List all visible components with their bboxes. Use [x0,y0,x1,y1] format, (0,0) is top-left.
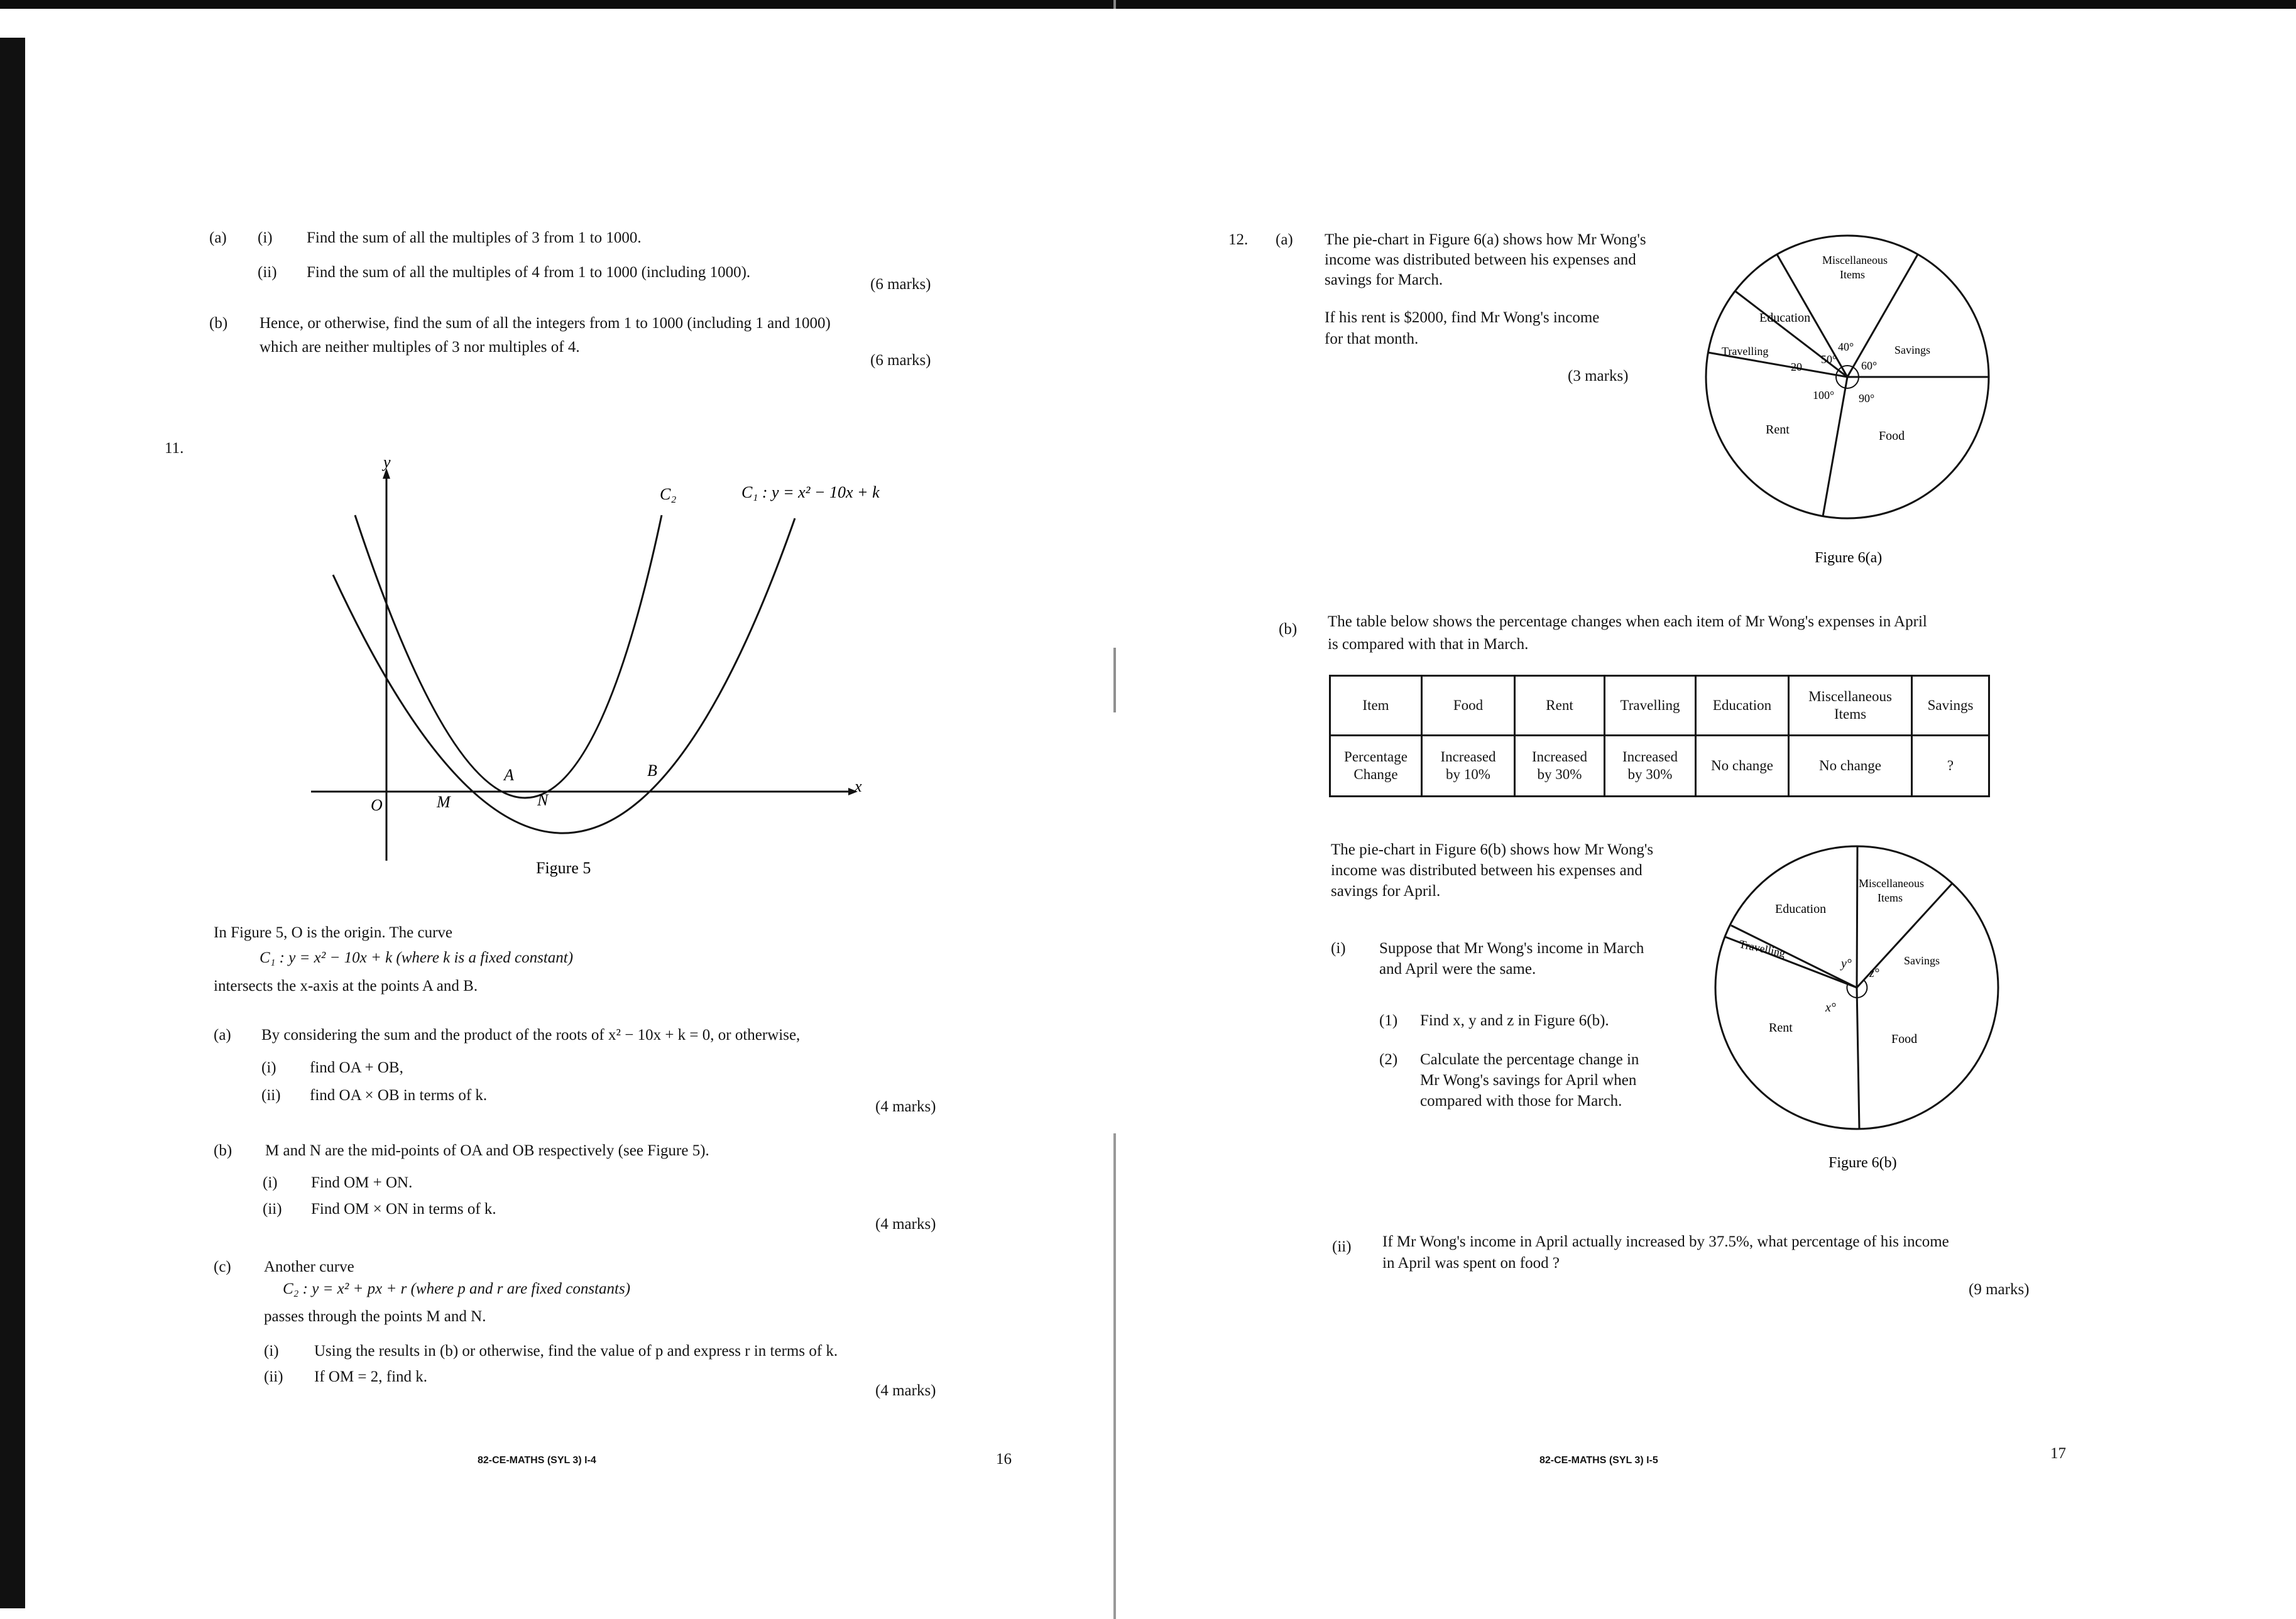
q10b-marks: (6 marks) [870,352,931,369]
pie-a-label-savings: Savings [1894,344,1931,356]
q11c-ii-text: If OM = 2, find k. [314,1368,428,1385]
table-header-cell: Education [1696,676,1789,736]
figure-5-caption: Figure 5 [536,859,591,877]
pie-b-label-rent: Rent [1769,1021,1793,1035]
q12-number: 12. [1228,231,1249,248]
q11b-text: M and N are the mid-points of OA and OB respectively (see Figure 5). [265,1142,709,1159]
q11c-text: Another curve [264,1258,354,1275]
table-header-cell: Item [1330,676,1422,736]
q12a-line2: income was distributed between his expenses and [1325,251,1636,268]
table-header-cell: Food [1422,676,1515,736]
table-cell: Increased by 30% [1515,736,1605,797]
q10a-ii-text: Find the sum of all the multiples of 4 from 1 to 1000 (including 1000). [307,264,751,281]
pie-a-label-rent: Rent [1766,423,1790,437]
pie-a-angle-100: 100° [1813,389,1835,401]
table-header-row [1330,676,1989,736]
pie-a-angle-60: 60° [1861,359,1878,372]
q10b-line1: Hence, or otherwise, find the sum of all the integers from 1 to 1000 (including 1 and 1000) [260,315,831,332]
q11c-ii-num: (ii) [264,1368,283,1385]
pie-b-angle-x: x° [1825,1001,1836,1015]
q11-intro-2: C₁ : y = x² − 10x + k (where k is a fixed constant) [260,949,574,966]
table-header-cell: Rent [1515,676,1605,736]
pie-b-angle-z: z° [1869,966,1879,980]
q12a-label: (a) [1276,231,1293,248]
point-n-label: N [537,791,549,809]
q11a-label: (a) [214,1027,231,1044]
q11a-marks: (4 marks) [875,1098,936,1115]
q12b-line1: The table below shows the percentage changes when each item of Mr Wong's expenses in April [1328,613,1927,630]
pie-a-label-misc2: Items [1840,268,1865,281]
q11b-marks: (4 marks) [875,1216,936,1233]
q12b-line2: is compared with that in March. [1328,636,1529,653]
pie-b-label-savings: Savings [1904,954,1940,967]
pie-b-angle-y: y° [1841,957,1852,971]
q12b-i1-text: Find x, y and z in Figure 6(b). [1420,1012,1609,1029]
q12b-ii-num: (ii) [1332,1238,1352,1255]
q12b-i2-line2: Mr Wong's savings for April when [1420,1072,1637,1089]
pie-b-label-misc2: Items [1878,891,1903,904]
c2-label: C₂ [660,485,677,503]
pie-a-label-travelling: Travelling [1722,345,1769,357]
q12b-ii-line1: If Mr Wong's income in April actually increased by 37.5%, what percentage of his income [1382,1233,1949,1250]
pie-a-label-education: Education [1759,311,1811,325]
pie-b-label-travelling: Travelling [1738,937,1787,960]
table-cell: ? [1912,736,1989,797]
q11b-ii-num: (ii) [263,1201,282,1218]
pie-b-divider [1731,925,1857,988]
q11c-pass: passes through the points M and N. [264,1308,486,1325]
q12a-marks: (3 marks) [1568,368,1629,384]
table-header-cell: Miscellaneous Items [1789,676,1912,736]
left-footer-code: 82-CE-MATHS (SYL 3) I-4 [478,1455,596,1466]
table-cell: No change [1789,736,1912,797]
scan-top-border [0,0,2296,9]
pie-a-angle-90: 90° [1859,392,1875,405]
pie-b-label-food: Food [1891,1032,1918,1046]
q10a-i-text: Find the sum of all the multiples of 3 from 1 to 1000. [307,229,642,246]
q12a-line5: for that month. [1325,330,1419,347]
q10a-marks: (6 marks) [870,276,931,293]
figure-5-graph [295,453,949,886]
q11a-text: By considering the sum and the product of the roots of x² − 10x + k = 0, or otherwise, [261,1027,801,1044]
origin-label: O [371,796,383,814]
q10a-i-num: (i) [258,229,273,246]
q11-number: 11. [165,440,184,457]
q11c-curve: C₂ : y = x² + px + r (where p and r are fixed constants) [283,1280,631,1297]
point-b-label: B [647,761,657,780]
q12b-i-line1: Suppose that Mr Wong's income in March [1379,940,1644,957]
q12b-marks: (9 marks) [1969,1281,2030,1298]
pie-b-divider [1857,988,1859,1129]
c1-label: C₁ : y = x² − 10x + k [741,483,880,501]
figure-6a-caption: Figure 6(a) [1815,550,1883,566]
q10b-label: (b) [209,315,228,332]
q11c-i-text: Using the results in (b) or otherwise, find the value of p and express r in terms of k. [314,1343,838,1360]
q10a-label: (a) [209,229,227,246]
q11c-marks: (4 marks) [875,1382,936,1399]
q11a-ii-num: (ii) [261,1087,281,1104]
q12a-line1: The pie-chart in Figure 6(a) shows how Mr Wong's [1325,231,1646,248]
q11a-i-num: (i) [261,1059,276,1076]
q12a-line4: If his rent is $2000, find Mr Wong's income [1325,309,1600,326]
q11c-label: (c) [214,1258,231,1275]
q12b-i-num: (i) [1331,940,1346,957]
table-cell: Increased by 30% [1605,736,1696,797]
scan-left-border [0,38,25,1608]
q11b-ii-text: Find OM × ON in terms of k. [311,1201,496,1218]
figure-6b-caption: Figure 6(b) [1829,1155,1897,1171]
table-row-label: Percentage Change [1330,736,1422,797]
point-m-label: M [437,793,451,811]
q12b-i2-line1: Calculate the percentage change in [1420,1051,1639,1068]
q12b-label: (b) [1279,621,1298,638]
q11-intro-1: In Figure 5, O is the origin. The curve [214,924,453,941]
table-cell: Increased by 10% [1422,736,1515,797]
q10a-ii-num: (ii) [258,264,277,281]
table-header-cell: Travelling [1605,676,1696,736]
curve-c1 [333,518,795,833]
q11c-i-num: (i) [264,1343,279,1360]
right-footer-code: 82-CE-MATHS (SYL 3) I-5 [1539,1455,1658,1466]
q10b-line2: which are neither multiples of 3 nor multiples of 4. [260,339,580,356]
q12b-line4: income was distributed between his expenses and [1331,862,1643,879]
q11b-i-num: (i) [263,1174,278,1191]
q12b-i1-num: (1) [1379,1012,1398,1029]
q12b-i-line2: and April were the same. [1379,961,1536,978]
pie-a-label-food: Food [1879,429,1905,443]
q11-intro-3: intersects the x-axis at the points A and B. [214,978,478,995]
pie-a-label-misc: Miscellaneous [1822,254,1888,266]
pie-a-angle-20: 20 [1791,361,1802,373]
x-axis-label: x [855,777,862,795]
percentage-change-table [1329,675,1990,797]
left-page-number: 16 [996,1451,1012,1468]
q12b-i2-num: (2) [1379,1051,1398,1068]
page-fold [1113,0,1116,1619]
pie-b-label-education: Education [1775,902,1827,916]
q12b-line3: The pie-chart in Figure 6(b) shows how Mr Wong's [1331,841,1654,858]
table-header-cell: Savings [1912,676,1989,736]
pie-a-angle-40: 40° [1838,341,1854,353]
q12a-line3: savings for March. [1325,271,1443,288]
figure-6b-pie-chart [1715,842,2017,1181]
q11b-i-text: Find OM + ON. [311,1174,413,1191]
pie-a-angle-50: 50° [1821,353,1837,366]
q12b-i2-line3: compared with those for March. [1420,1093,1622,1109]
table-cell: No change [1696,736,1789,797]
table-row [1330,736,1989,797]
curve-c2 [355,515,662,798]
y-axis-label: y [383,453,391,471]
q11b-label: (b) [214,1142,232,1159]
right-page-number: 17 [2050,1445,2066,1462]
q11a-ii-text: find OA × OB in terms of k. [310,1087,488,1104]
q12b-line5: savings for April. [1331,883,1441,900]
pie-b-label-misc: Miscellaneous [1859,877,1924,890]
point-a-label: A [504,766,514,784]
q11a-i-text: find OA + OB, [310,1059,403,1076]
figure-6a-pie-chart [1697,242,1998,569]
q12b-ii-line2: in April was spent on food ? [1382,1255,1560,1272]
